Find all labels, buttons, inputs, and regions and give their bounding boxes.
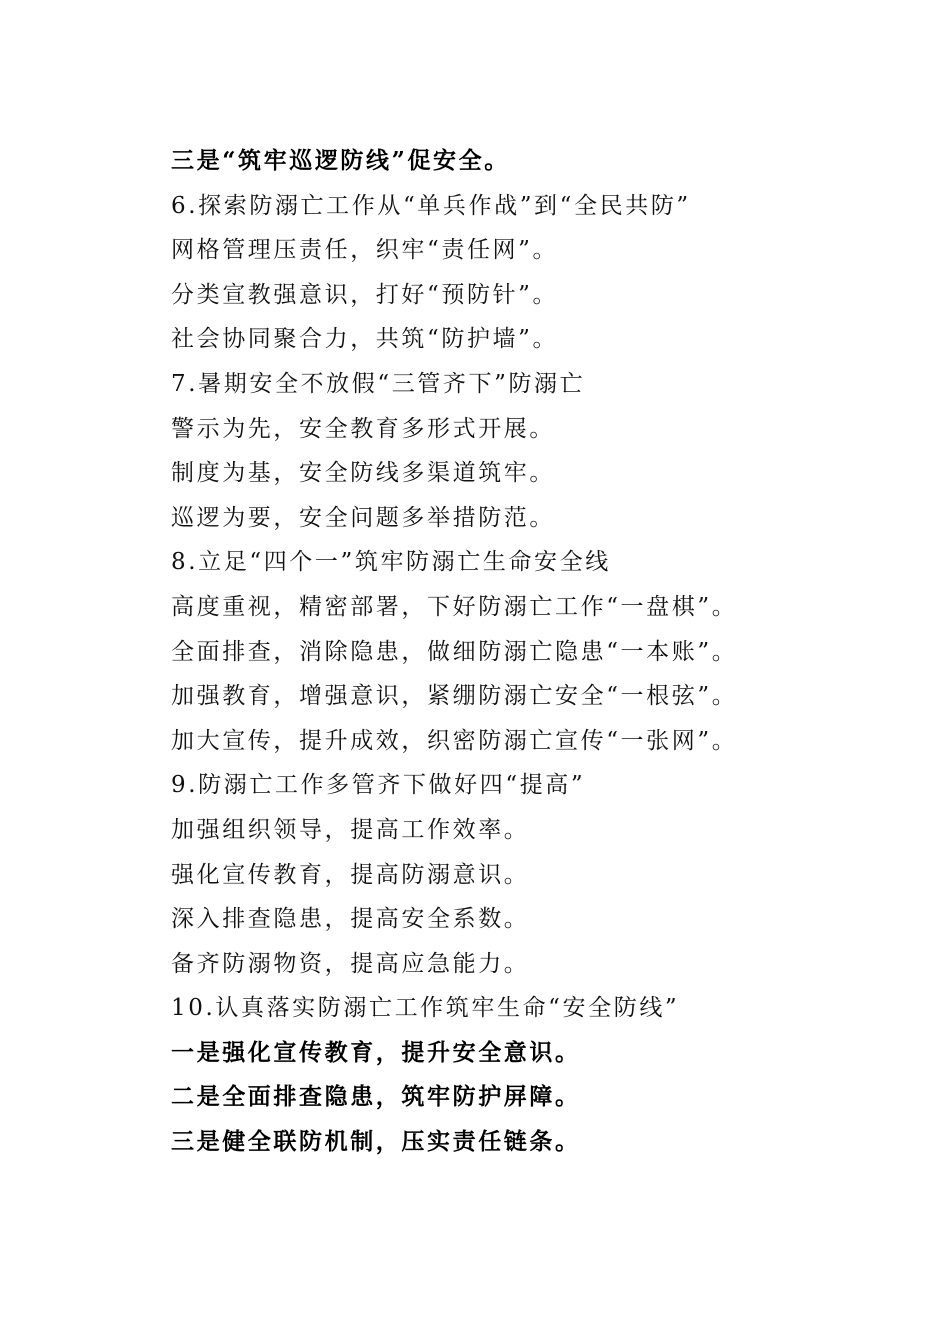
section-heading: 8.立足“四个一”筑牢防溺亡生命安全线	[171, 549, 611, 576]
text-line: 三是健全联防机制，压实责任链条。	[171, 1128, 581, 1156]
text-line: 强化宣传教育，提高防溺意识。	[171, 861, 530, 888]
text-line: 深入排查隐患，提高安全系数。	[171, 906, 530, 933]
text-line: 三是“筑牢巡逻防线”促安全。	[171, 147, 510, 174]
section-heading: 7.暑期安全不放假“三管齐下”防溺亡	[171, 370, 586, 397]
text-line: 社会协同聚合力，共筑“防护墙”。	[171, 326, 559, 353]
text-line: 分类宣教强意识，打好“预防针”。	[171, 281, 559, 308]
text-line: 备齐防溺物资，提高应急能力。	[171, 950, 530, 977]
text-line: 一是强化宣传教育，提升安全意识。	[171, 1038, 581, 1066]
section-heading: 6.探索防溺亡工作从“单兵作战”到“全民共防”	[171, 192, 691, 219]
text-line: 加大宣传，提升成效，织密防溺亡宣传“一张网”。	[171, 727, 738, 754]
section-heading: 10.认真落实防溺亡工作筑牢生命“安全防线”	[171, 995, 680, 1022]
text-line: 全面排查，消除隐患，做细防溺亡隐患“一本账”。	[171, 638, 738, 665]
text-line: 加强教育，增强意识，紧绷防溺亡安全“一根弦”。	[171, 683, 738, 710]
document-body	[171, 139, 931, 1165]
text-line: 高度重视，精密部署，下好防溺亡工作“一盘棋”。	[171, 593, 738, 620]
text-line: 网格管理压责任，织牢“责任网”。	[171, 237, 559, 264]
text-line: 加强组织领导，提高工作效率。	[171, 816, 530, 843]
text-line: 巡逻为要，安全问题多举措防范。	[171, 504, 555, 531]
text-line: 制度为基，安全防线多渠道筑牢。	[171, 460, 555, 487]
text-line: 二是全面排查隐患，筑牢防护屏障。	[171, 1083, 581, 1111]
text-line: 警示为先，安全教育多形式开展。	[171, 415, 555, 442]
section-heading: 9.防溺亡工作多管齐下做好四“提高”	[171, 772, 586, 799]
